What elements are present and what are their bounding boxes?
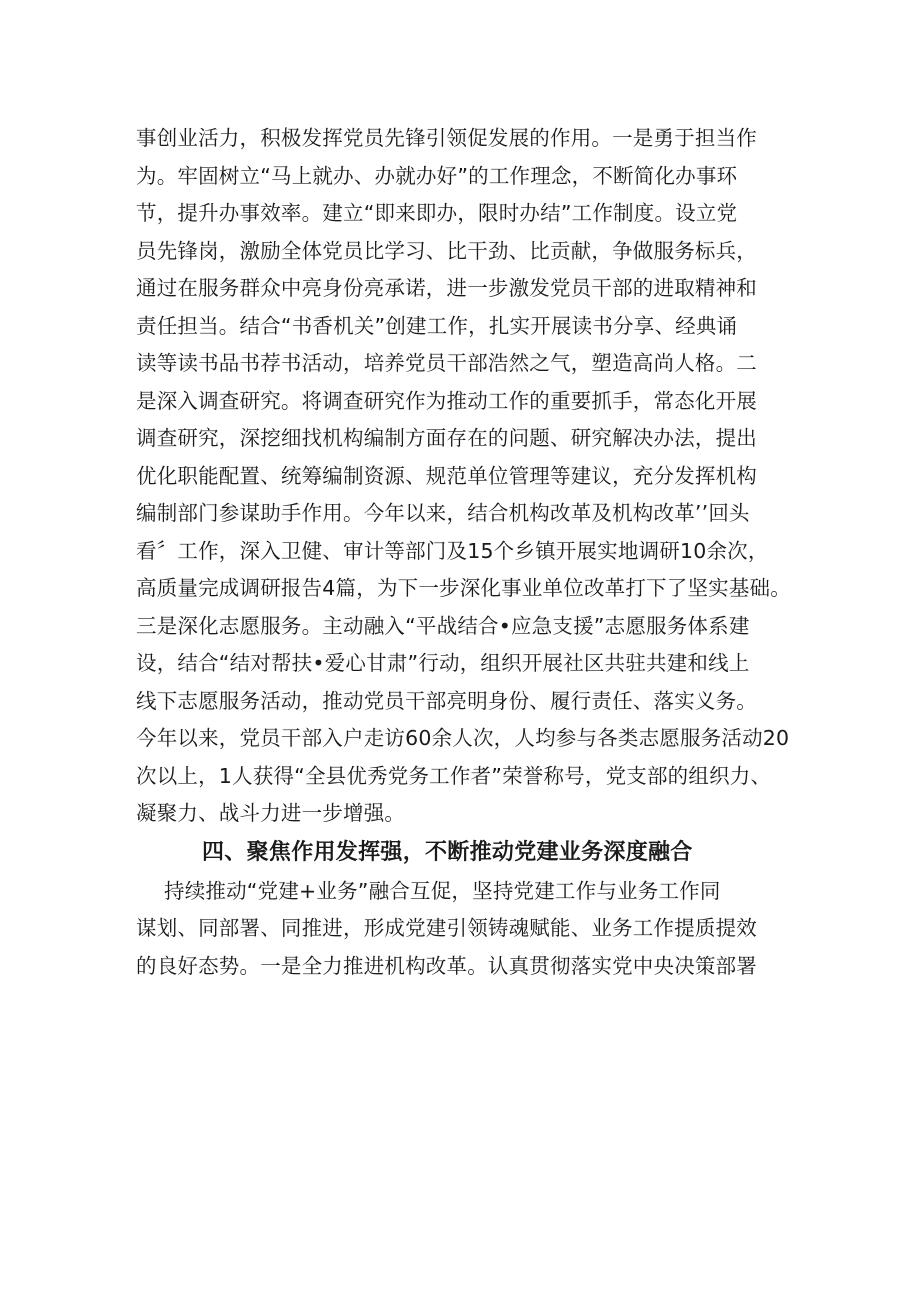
text-line: 谋划、同部署、同推进，形成党建引领铸魂赋能、业务工作提质提效: [136, 916, 757, 940]
text-line: 设，结合“结对帮扶•爱心甘肃”行动，组织开展社区共驻共建和线上: [136, 651, 750, 675]
text-line: 今年以来，党员干部入户走访60余人次，人均参与各类志愿服务活动20: [136, 726, 790, 750]
text-line: 节，提升办事效率。建立“即来即办，限时办结”工作制度。设立党: [136, 201, 738, 225]
text-line: 三是深化志愿服务。主动融入“平战结合•应急支援”志愿服务体系建: [136, 613, 750, 638]
paragraph-1: [136, 120, 796, 833]
text-line: 高质量完成调研报告4篇，为下一步深化事业单位改革打下了坚实基础。: [136, 576, 791, 600]
text-line: 次以上，1人获得“全县优秀党务工作者”荣誉称号，党支部的组织力、: [136, 763, 772, 788]
text-line: 通过在服务群众中亮身份亮承诺，进一步激发党员干部的进取精神和: [136, 276, 757, 300]
text-line: 调查研究，深挖细找机构编制方面存在的问题、研究解决办法，提出: [136, 426, 757, 450]
text-line: 看〞工作，深入卫健、审计等部门及15个乡镇开展实地调研10余次，: [136, 538, 769, 563]
text-line: 凝聚力、战斗力进一步增强。: [136, 801, 406, 825]
text-line: 是深入调查研究。将调查研究作为推动工作的重要抓手，常态化开展: [136, 388, 757, 413]
text-line: 员先锋岗，激励全体党员比学习、比干劲、比贡献，争做服务标兵，: [136, 238, 757, 263]
text-line: 编制部门参谋助手作用。今年以来，结合机构改革及机构改革’’回头: [136, 501, 750, 525]
text-line: 持续推动“党建+业务”融合互促，坚持党建工作与业务工作同: [164, 878, 721, 903]
text-line: 优化职能配置、统筹编制资源、规范单位管理等建议，充分发挥机构: [136, 463, 757, 488]
text-line: 读等读书品书荐书活动，培养党员干部浩然之气，塑造高尚人格。二: [136, 351, 757, 375]
text-line: 事创业活力，积极发挥党员先锋引领促发展的作用。一是勇于担当作: [136, 126, 757, 150]
section-heading: 四、聚焦作用发挥强，不断推动党建业务深度融合: [202, 839, 693, 865]
text-line: 责任担当。结合“书香机关”创建工作，扎实开展读书分享、经典诵: [136, 313, 738, 338]
paragraph-2: [136, 873, 796, 986]
text-line: 的良好态势。一是全力推进机构改革。认真贯彻落实党中央决策部署: [136, 953, 757, 978]
text-line: 线下志愿服务活动，推动党员干部亮明身份、履行责任、落实义务。: [136, 688, 757, 713]
document-body: [136, 120, 796, 985]
text-line: 为。牢固树立“马上就办、办就办好”的工作理念，不断简化办事环: [136, 163, 738, 188]
